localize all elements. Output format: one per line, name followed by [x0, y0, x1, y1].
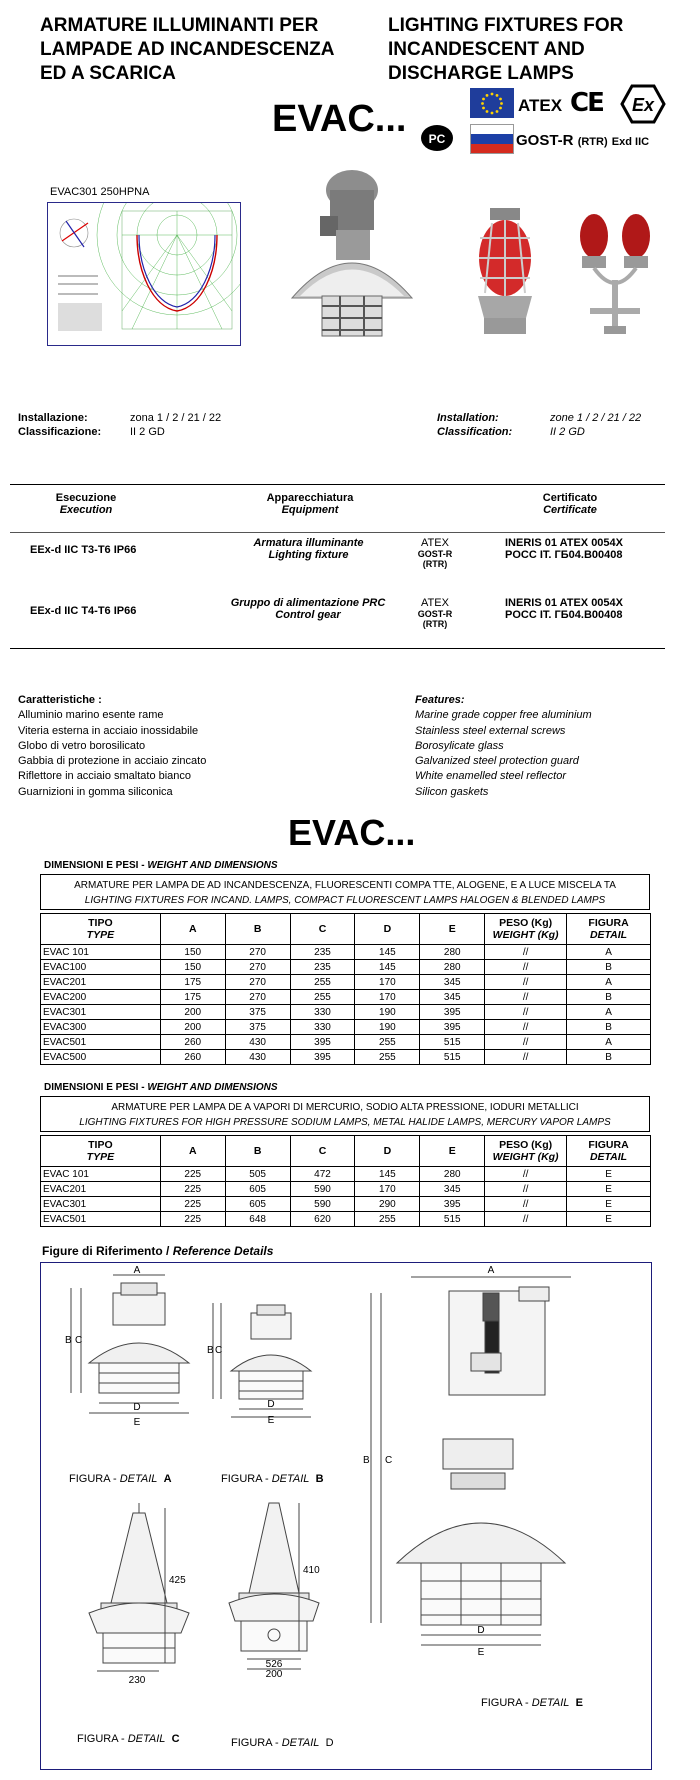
table2-cell: //: [485, 1197, 567, 1212]
table1-cell: 375: [225, 1005, 290, 1020]
table1-cell: 175: [160, 990, 225, 1005]
table2-cell: 620: [290, 1212, 355, 1227]
italian-title: [40, 14, 335, 86]
table1-cell: A: [567, 1035, 651, 1050]
russia-flag-icon: [470, 124, 514, 154]
table1-row: [41, 1035, 651, 1050]
table2-cell: 280: [420, 1167, 485, 1182]
table1-cell: 395: [420, 1005, 485, 1020]
install-label-en: Installation:: [437, 412, 499, 424]
features-en: Features: Marine grade copper free aluminium Stainless steel external screws Borosylicate glass Galvanized steel protection guard White enamelled steel reflector Silicon gaskets: [415, 694, 592, 798]
table1-cell: //: [485, 1050, 567, 1065]
table1-cell: 200: [160, 1020, 225, 1035]
cert-row-2-exec: EEx-d IIC T4-T6 IP66: [30, 605, 137, 617]
figures-title: Figure di Riferimento / Reference Details: [42, 1244, 274, 1258]
table1-cell: //: [485, 1035, 567, 1050]
cert-row-1-std: ATEX GOST-R (RTR): [417, 537, 453, 569]
table1-cell: 395: [290, 1035, 355, 1050]
svg-text:B: B: [65, 1335, 72, 1346]
table2-cell: 225: [160, 1212, 225, 1227]
svg-text:PC: PC: [428, 132, 446, 146]
svg-text:Ex: Ex: [631, 95, 655, 115]
table1-cell: A: [567, 945, 651, 960]
cert-row-1-exec: EEx-d IIC T3-T6 IP66: [30, 544, 137, 556]
table2-cell: E: [567, 1197, 651, 1212]
table2-cell: 605: [225, 1182, 290, 1197]
table1-cell: 170: [355, 990, 420, 1005]
red-globe-fixture-photo: [470, 208, 540, 343]
table1-row: [41, 990, 651, 1005]
cert-row-1-cert: INERIS 01 ATEX 0054X POCC IT. ГБ04.B00408: [505, 537, 623, 561]
install-label-it: Installazione:: [18, 412, 88, 424]
table1-cell: 395: [290, 1050, 355, 1065]
table2-cell: E: [567, 1212, 651, 1227]
table2-cell: //: [485, 1182, 567, 1197]
figure-b-caption: FIGURA - DETAIL B: [221, 1473, 324, 1485]
atex-label: ATEX: [518, 96, 563, 115]
table1-description: ARMATURE PER LAMPA DE AD INCANDESCENZA, FLUORESCENTI COMPA TTE, ALOGENE, E A LUCE MISCELA TA LIGHTING FIXTURES FOR INCAND. LAMPS, COMPACT FLUORESCENT LAMPS HALOGEN & BLENDED LAMPS: [40, 874, 650, 910]
table1-header: TIPO TYPE A B C D E PESO (Kg) WEIGHT (Kg) FIGURA DETAIL: [41, 914, 651, 945]
table1-cell: 260: [160, 1050, 225, 1065]
table2-cell: 605: [225, 1197, 290, 1212]
svg-text:E: E: [477, 1647, 485, 1658]
table1-cell: //: [485, 945, 567, 960]
table1-row: [41, 1050, 651, 1065]
table2-cell: 345: [420, 1182, 485, 1197]
table1-cell: 270: [225, 945, 290, 960]
table1-cell: 235: [290, 960, 355, 975]
table1-cell: 255: [355, 1035, 420, 1050]
table1-cell: 150: [160, 960, 225, 975]
table2: [40, 1135, 651, 1227]
table1-cell: 145: [355, 945, 420, 960]
gost-logo-icon: [420, 124, 454, 157]
eu-flag-icon: [470, 88, 514, 118]
table1-cell: 395: [420, 1020, 485, 1035]
table2-cell: 472: [290, 1167, 355, 1182]
svg-text:B: B: [363, 1455, 370, 1466]
table1-cell: //: [485, 960, 567, 975]
table2-cell: 170: [355, 1182, 420, 1197]
class-value-en: II 2 GD: [550, 426, 585, 438]
table1-cell: //: [485, 975, 567, 990]
table1-cell: 270: [225, 990, 290, 1005]
table1-cell: 145: [355, 960, 420, 975]
table1-cell: A: [567, 975, 651, 990]
table1-cell: 330: [290, 1020, 355, 1035]
table1-row: [41, 960, 651, 975]
svg-text:C: C: [385, 1455, 393, 1466]
twin-obstruction-light-photo: [570, 208, 660, 343]
gost-label: GOST-R (RTR) Exd IIC: [516, 132, 650, 149]
table1-cell: //: [485, 1005, 567, 1020]
table1-cell: //: [485, 990, 567, 1005]
table2-cell: 290: [355, 1197, 420, 1212]
table1-cell: 150: [160, 945, 225, 960]
class-label-it: Classificazione:: [18, 426, 102, 438]
table1-cell: EVAC 101: [41, 945, 161, 960]
table2-header: TIPO TYPE A B C D E PESO (Kg) WEIGHT (Kg) FIGURA DETAIL: [41, 1136, 651, 1167]
photometric-diagram: [47, 202, 241, 346]
table1-cell: B: [567, 960, 651, 975]
table1-cell: 260: [160, 1035, 225, 1050]
main-fixture-photo: [270, 168, 430, 358]
table2-cell: 225: [160, 1197, 225, 1212]
table1-cell: B: [567, 1020, 651, 1035]
table1-cell: 345: [420, 990, 485, 1005]
table1-cell: 515: [420, 1035, 485, 1050]
table2-row: [41, 1197, 651, 1212]
svg-text:D: D: [133, 1402, 141, 1413]
figure-d-drawing: [229, 1503, 319, 1669]
table2-cell: 648: [225, 1212, 290, 1227]
svg-text:C: C: [75, 1335, 83, 1346]
class-value-it: II 2 GD: [130, 426, 165, 438]
table1-cell: 270: [225, 975, 290, 990]
photometric-label: EVAC301 250HPNA: [50, 186, 150, 198]
svg-text:C: C: [215, 1345, 223, 1356]
product-name-2: EVAC...: [288, 812, 416, 853]
table1-cell: 515: [420, 1050, 485, 1065]
svg-text:D: D: [477, 1625, 485, 1636]
table1-cell: 255: [355, 1050, 420, 1065]
cert-header-equip: Apparecchiatura Equipment: [266, 492, 354, 516]
product-name: EVAC...: [272, 98, 407, 140]
table1-cell: EVAC501: [41, 1035, 161, 1050]
figure-a-drawing: [71, 1275, 189, 1413]
table1-cell: EVAC500: [41, 1050, 161, 1065]
features-it: Caratteristiche : Alluminio marino esente rame Viteria esterna in acciaio inossidabile Globo di vetro borosilicato Gabbia di protezione in acciaio zincato Riflettore in acciaio smaltato bianco Guarnizioni in gomma siliconica: [18, 694, 207, 798]
table1-cell: 235: [290, 945, 355, 960]
table2-cell: 505: [225, 1167, 290, 1182]
figure-b-drawing: [213, 1303, 311, 1417]
svg-text:B: B: [207, 1345, 214, 1356]
table1-cell: 430: [225, 1050, 290, 1065]
figures-frame: [40, 1262, 652, 1770]
table1-cell: 190: [355, 1005, 420, 1020]
it-title-line-1: ARMATURE ILLUMINANTI PER: [40, 15, 319, 36]
cert-row-2-equip: Gruppo di alimentazione PRC Control gear: [230, 597, 386, 621]
table1-cell: EVAC100: [41, 960, 161, 975]
install-value-it: zona 1 / 2 / 21 / 22: [130, 412, 222, 424]
svg-text:526: 526: [265, 1659, 283, 1670]
table2-row: [41, 1167, 651, 1182]
table1-caption: DIMENSIONI E PESI - WEIGHT AND DIMENSIONS: [44, 860, 278, 871]
table1-cell: 280: [420, 960, 485, 975]
table1-cell: A: [567, 1005, 651, 1020]
table1-row: [41, 1020, 651, 1035]
figure-c-caption: FIGURA - DETAIL C: [77, 1733, 180, 1745]
ce-mark: CE: [570, 88, 603, 118]
svg-text:A: A: [487, 1265, 495, 1276]
svg-text:D: D: [267, 1399, 275, 1410]
figure-e-drawing: [371, 1277, 571, 1645]
table2-cell: 225: [160, 1167, 225, 1182]
table2-description: ARMATURE PER LAMPA DE A VAPORI DI MERCURIO, SODIO ALTA PRESSIONE, IODURI METALLICI LIGHTING FIXTURES FOR HIGH PRESSURE SODIUM LAMPS, METAL HALIDE LAMPS, MERCURY VAPOR LAMPS: [40, 1096, 650, 1132]
install-value-en: zone 1 / 2 / 21 / 22: [550, 412, 642, 424]
table1-cell: 375: [225, 1020, 290, 1035]
figure-a-caption: FIGURA - DETAIL A: [69, 1473, 172, 1485]
cert-row-1-equip: Armatura illuminante Lighting fixture: [253, 537, 364, 561]
table1-cell: 345: [420, 975, 485, 990]
table2-row: [41, 1212, 651, 1227]
table1-cell: B: [567, 990, 651, 1005]
table1-row: [41, 945, 651, 960]
svg-text:E: E: [133, 1417, 141, 1428]
table2-cell: //: [485, 1167, 567, 1182]
svg-text:425: 425: [169, 1575, 186, 1586]
table2-cell: EVAC 101: [41, 1167, 161, 1182]
cert-header-cert: Certificato Certificate: [542, 492, 598, 516]
table2-cell: //: [485, 1212, 567, 1227]
table2-cell: EVAC301: [41, 1197, 161, 1212]
table1-cell: 430: [225, 1035, 290, 1050]
table2-cell: E: [567, 1167, 651, 1182]
table2-caption: DIMENSIONI E PESI - WEIGHT AND DIMENSIONS: [44, 1082, 278, 1093]
table2-cell: 395: [420, 1197, 485, 1212]
table2-row: [41, 1182, 651, 1197]
table2-cell: EVAC501: [41, 1212, 161, 1227]
table1: [40, 913, 651, 1065]
en-title-line-1: LIGHTING FIXTURES FOR: [388, 15, 624, 36]
table2-cell: 225: [160, 1182, 225, 1197]
table1-row: [41, 1005, 651, 1020]
table1-cell: 280: [420, 945, 485, 960]
it-title-line-3: ED A SCARICA: [40, 63, 176, 84]
table1-row: [41, 975, 651, 990]
cert-header-exec: Esecuzione Execution: [55, 492, 117, 516]
table1-cell: 200: [160, 1005, 225, 1020]
table2-cell: 145: [355, 1167, 420, 1182]
table2-cell: 590: [290, 1197, 355, 1212]
it-title-line-2: LAMPADE AD INCANDESCENZA: [40, 39, 335, 60]
table1-cell: EVAC300: [41, 1020, 161, 1035]
table2-cell: 590: [290, 1182, 355, 1197]
table2-cell: EVAC201: [41, 1182, 161, 1197]
cert-row-2-std: ATEX GOST-R (RTR): [417, 597, 453, 629]
table1-cell: EVAC200: [41, 990, 161, 1005]
table1-cell: 175: [160, 975, 225, 990]
svg-text:410: 410: [303, 1565, 320, 1576]
svg-text:230: 230: [128, 1675, 146, 1686]
table1-cell: 170: [355, 975, 420, 990]
en-title-line-3: DISCHARGE LAMPS: [388, 63, 574, 84]
table1-cell: 330: [290, 1005, 355, 1020]
table2-cell: 515: [420, 1212, 485, 1227]
en-title-line-2: INCANDESCENT AND: [388, 39, 585, 60]
svg-text:E: E: [267, 1415, 275, 1426]
table1-cell: //: [485, 1020, 567, 1035]
figure-c-drawing: [89, 1503, 189, 1671]
figure-e-caption: FIGURA - DETAIL E: [481, 1697, 583, 1709]
table1-cell: EVAC301: [41, 1005, 161, 1020]
table1-cell: 190: [355, 1020, 420, 1035]
table2-cell: 255: [355, 1212, 420, 1227]
table1-cell: 255: [290, 975, 355, 990]
ex-hexagon-icon: [620, 84, 666, 129]
svg-text:200: 200: [265, 1669, 283, 1680]
table1-cell: EVAC201: [41, 975, 161, 990]
svg-text:A: A: [133, 1265, 141, 1276]
figure-d-caption: FIGURA - DETAIL D: [231, 1737, 334, 1749]
table1-cell: 270: [225, 960, 290, 975]
english-title: [388, 14, 623, 86]
cert-row-2-cert: INERIS 01 ATEX 0054X POCC IT. ГБ04.B00408: [505, 597, 623, 621]
table1-cell: 255: [290, 990, 355, 1005]
class-label-en: Classification:: [437, 426, 513, 438]
table1-cell: B: [567, 1050, 651, 1065]
table2-cell: E: [567, 1182, 651, 1197]
